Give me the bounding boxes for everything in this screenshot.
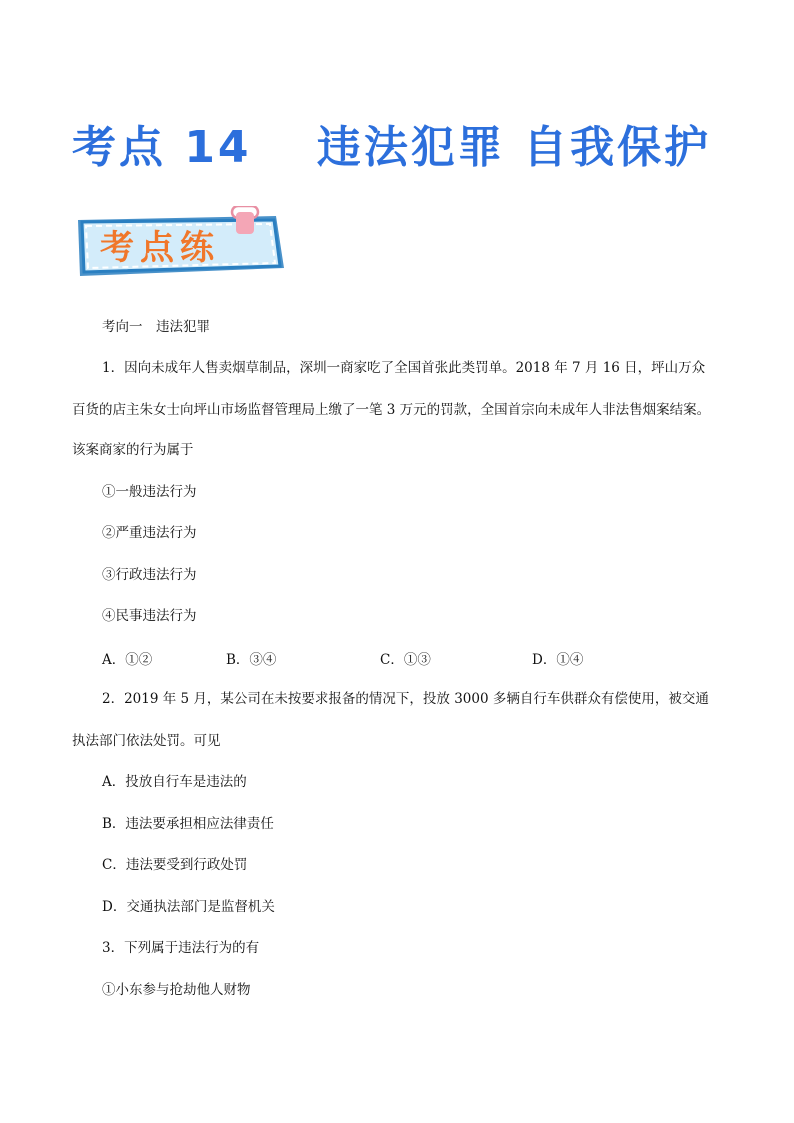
q3-stem-line1: 3．下列属于违法行为的有 (102, 940, 260, 956)
q2-option-c[interactable]: C．违法要受到行政处罚 (102, 857, 248, 873)
q2-option-a[interactable]: A．投放自行车是违法的 (102, 774, 247, 790)
q1-option-a[interactable]: A．①② (102, 652, 153, 668)
badge-label: 考点练 (100, 228, 220, 268)
q2-option-b[interactable]: B．违法要承担相应法律责任 (102, 816, 274, 832)
q1-item: ①一般违法行为 (102, 484, 197, 500)
q2-stem-line2: 执法部门依法处罚。可见 (72, 733, 221, 749)
q1-stem-line3: 该案商家的行为属于 (72, 442, 194, 458)
q1-option-b[interactable]: B．③④ (226, 652, 277, 668)
page-title: 考点 14 违法犯罪 自我保护 (72, 122, 712, 173)
q2-stem-line1: 2．2019 年 5 月，某公司在未按要求报备的情况下，投放 3000 多辆自行车供群众有偿使用，被交通 (102, 691, 709, 707)
q1-option-d[interactable]: D．①④ (532, 652, 584, 668)
q1-option-c[interactable]: C．①③ (380, 652, 431, 668)
q1-item: ②严重违法行为 (102, 525, 197, 541)
q1-stem-line1: 1．因向未成年人售卖烟草制品，深圳一商家吃了全国首张此类罚单。2018 年 7 月 16 日，坪山万众 (102, 360, 706, 376)
q1-item: ③行政违法行为 (102, 567, 197, 583)
q1-stem-line2: 百货的店主朱女士向坪山市场监督管理局上缴了一笔 3 万元的罚款，全国首宗向未成年人非法售烟案结案。 (72, 402, 711, 418)
q1-item: ④民事违法行为 (102, 608, 197, 624)
q1-options (102, 648, 662, 668)
q2-option-d[interactable]: D．交通执法部门是监督机关 (102, 899, 275, 915)
q3-item: ①小东参与抢劫他人财物 (102, 982, 251, 998)
section-heading: 考向一 违法犯罪 (102, 319, 210, 335)
section-badge (70, 206, 292, 286)
